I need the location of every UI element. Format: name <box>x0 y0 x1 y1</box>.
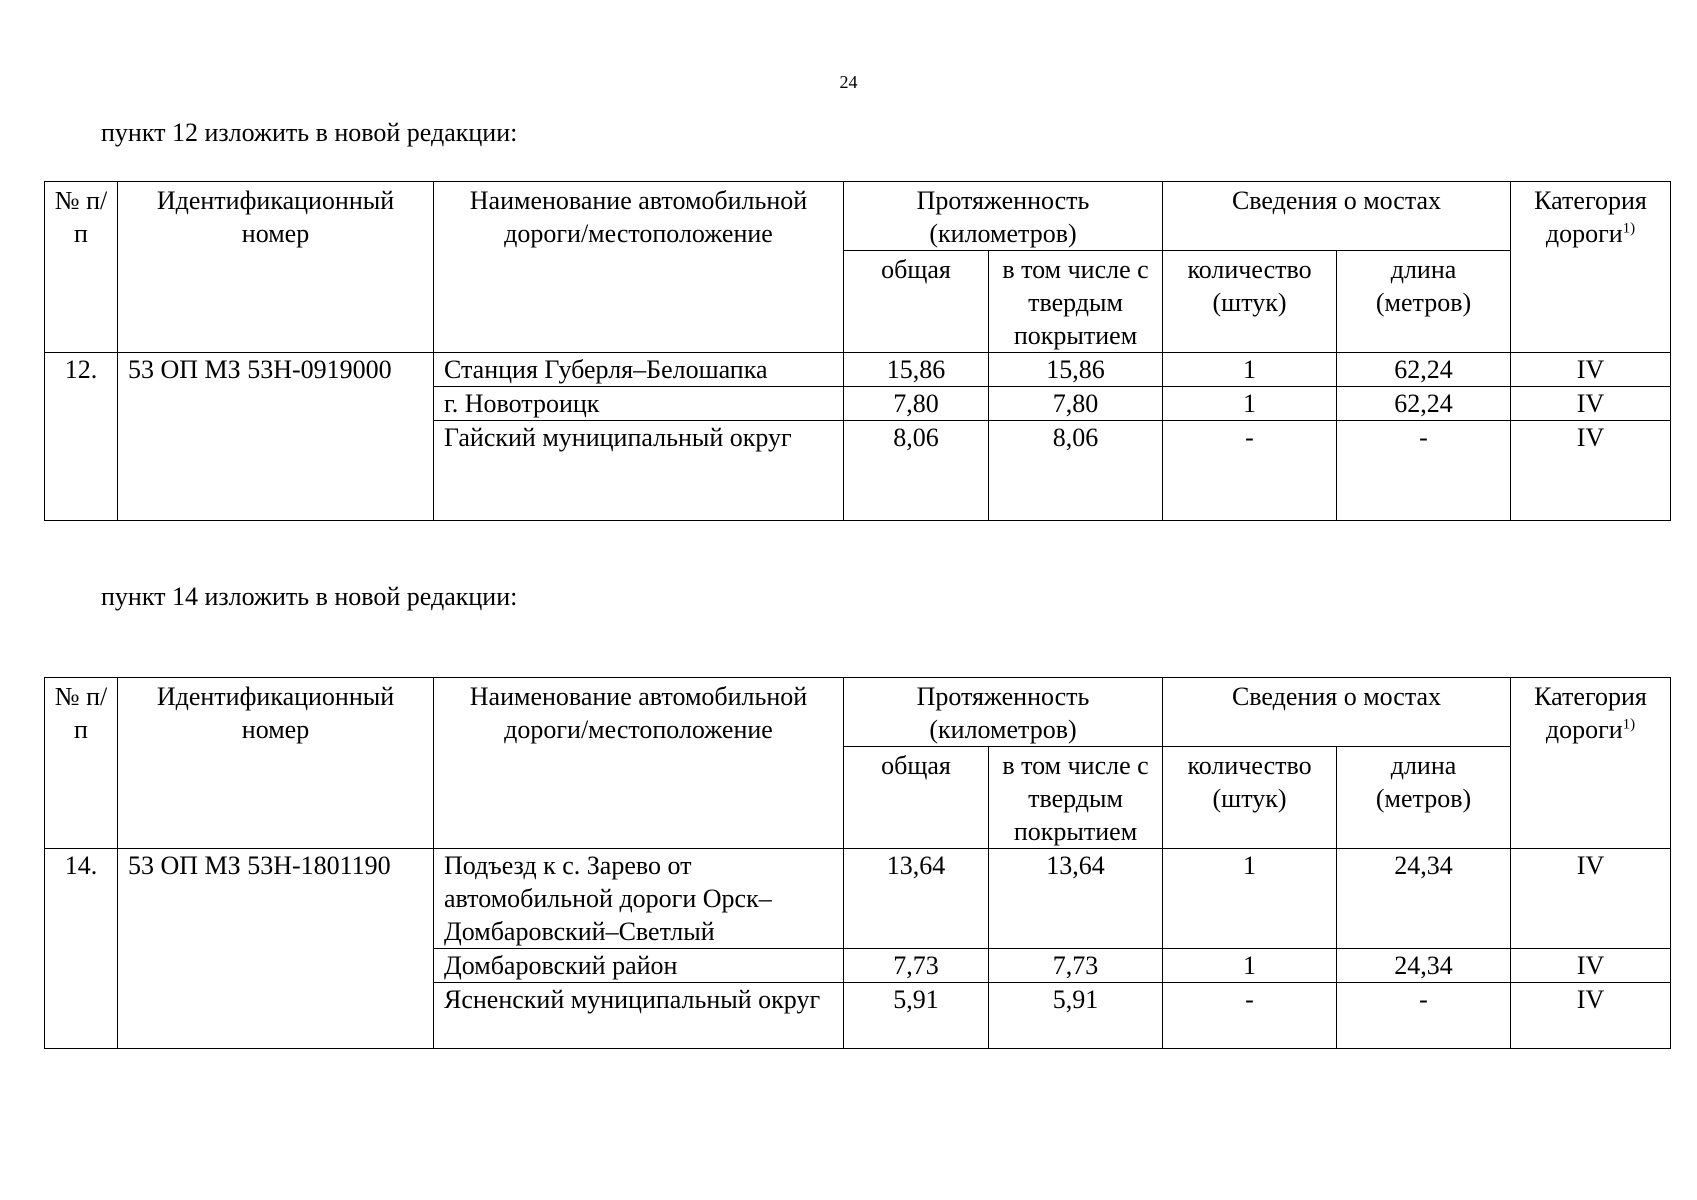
header-category <box>1511 182 1671 353</box>
cell-name: г. Новотроицк <box>434 387 844 421</box>
cell-bridge-count: 1 <box>1163 949 1337 983</box>
row-ident: 53 ОП МЗ 53Н-1801190 <box>118 849 434 1049</box>
cell-bridge-length: 24,34 <box>1337 849 1511 949</box>
header-length: Протяженность (километров) <box>844 678 1163 747</box>
cell-name: Подъезд к с. Зарево от автомобильной дороги Орск–Домбаровский–Светлый <box>434 849 844 949</box>
cell-bridge-length: 24,34 <box>1337 949 1511 983</box>
cell-total: 15,86 <box>844 353 989 387</box>
header-name: Наименование автомобильной дороги/местоположение <box>434 678 844 849</box>
cell-hard-surface: 5,91 <box>989 983 1163 1049</box>
cell-hard-surface: 15,86 <box>989 353 1163 387</box>
cell-total: 13,64 <box>844 849 989 949</box>
cell-bridge-count: 1 <box>1163 387 1337 421</box>
header-bridges: Сведения о мостах <box>1163 678 1511 747</box>
cell-category: IV <box>1511 421 1671 521</box>
header-name: Наименование автомобильной дороги/местоположение <box>434 182 844 353</box>
page-number: 24 <box>839 72 858 92</box>
cell-bridge-count: - <box>1163 421 1337 521</box>
header-bridge-count: количество (штук) <box>1163 251 1337 353</box>
cell-bridge-count: 1 <box>1163 353 1337 387</box>
header-category-label: Категория дороги <box>1534 682 1647 744</box>
cell-bridge-length: 62,24 <box>1337 387 1511 421</box>
header-category <box>1511 678 1671 849</box>
header-hard-surface: в том числе с твердым покрытием <box>989 251 1163 353</box>
cell-bridge-length: - <box>1337 983 1511 1049</box>
cell-name: Гайский муниципальный округ <box>434 421 844 521</box>
table-row <box>45 353 1671 387</box>
row-number: 12. <box>45 353 118 521</box>
cell-bridge-length: 62,24 <box>1337 353 1511 387</box>
cell-name: Ясненский муниципальный округ <box>434 983 844 1049</box>
cell-hard-surface: 7,73 <box>989 949 1163 983</box>
cell-total: 8,06 <box>844 421 989 521</box>
header-total: общая <box>844 747 989 849</box>
cell-hard-surface: 8,06 <box>989 421 1163 521</box>
cell-category: IV <box>1511 949 1671 983</box>
cell-category: IV <box>1511 983 1671 1049</box>
footnote-marker: 1) <box>1622 220 1636 237</box>
row-ident: 53 ОП МЗ 53Н-0919000 <box>118 353 434 521</box>
header-bridge-length: длина (метров) <box>1337 251 1511 353</box>
header-bridge-count: количество (штук) <box>1163 747 1337 849</box>
roads-table <box>44 677 1671 1049</box>
cell-total: 7,80 <box>844 387 989 421</box>
cell-category: IV <box>1511 353 1671 387</box>
cell-category: IV <box>1511 387 1671 421</box>
header-hard-surface: в том числе с твердым покрытием <box>989 747 1163 849</box>
cell-name: Станция Губерля–Белошапка <box>434 353 844 387</box>
header-num: № п/п <box>45 678 118 849</box>
cell-category: IV <box>1511 849 1671 949</box>
cell-hard-surface: 7,80 <box>989 387 1163 421</box>
cell-total: 7,73 <box>844 949 989 983</box>
table-row <box>45 849 1671 949</box>
header-num: № п/п <box>45 182 118 353</box>
cell-name: Домбаровский район <box>434 949 844 983</box>
header-category-label: Категория дороги <box>1534 186 1647 248</box>
header-bridges: Сведения о мостах <box>1163 182 1511 251</box>
header-ident: Идентификационный номер <box>118 678 434 849</box>
row-number: 14. <box>45 849 118 1049</box>
cell-hard-surface: 13,64 <box>989 849 1163 949</box>
header-length: Протяженность (километров) <box>844 182 1163 251</box>
header-bridge-length: длина (метров) <box>1337 747 1511 849</box>
cell-bridge-count: - <box>1163 983 1337 1049</box>
header-total: общая <box>844 251 989 353</box>
section-intro: пункт 14 изложить в новой редакции: <box>101 582 518 611</box>
cell-total: 5,91 <box>844 983 989 1049</box>
footnote-marker: 1) <box>1622 716 1636 733</box>
header-ident: Идентификационный номер <box>118 182 434 353</box>
cell-bridge-count: 1 <box>1163 849 1337 949</box>
section-intro: пункт 12 изложить в новой редакции: <box>101 118 518 147</box>
cell-bridge-length: - <box>1337 421 1511 521</box>
roads-table <box>44 181 1671 521</box>
